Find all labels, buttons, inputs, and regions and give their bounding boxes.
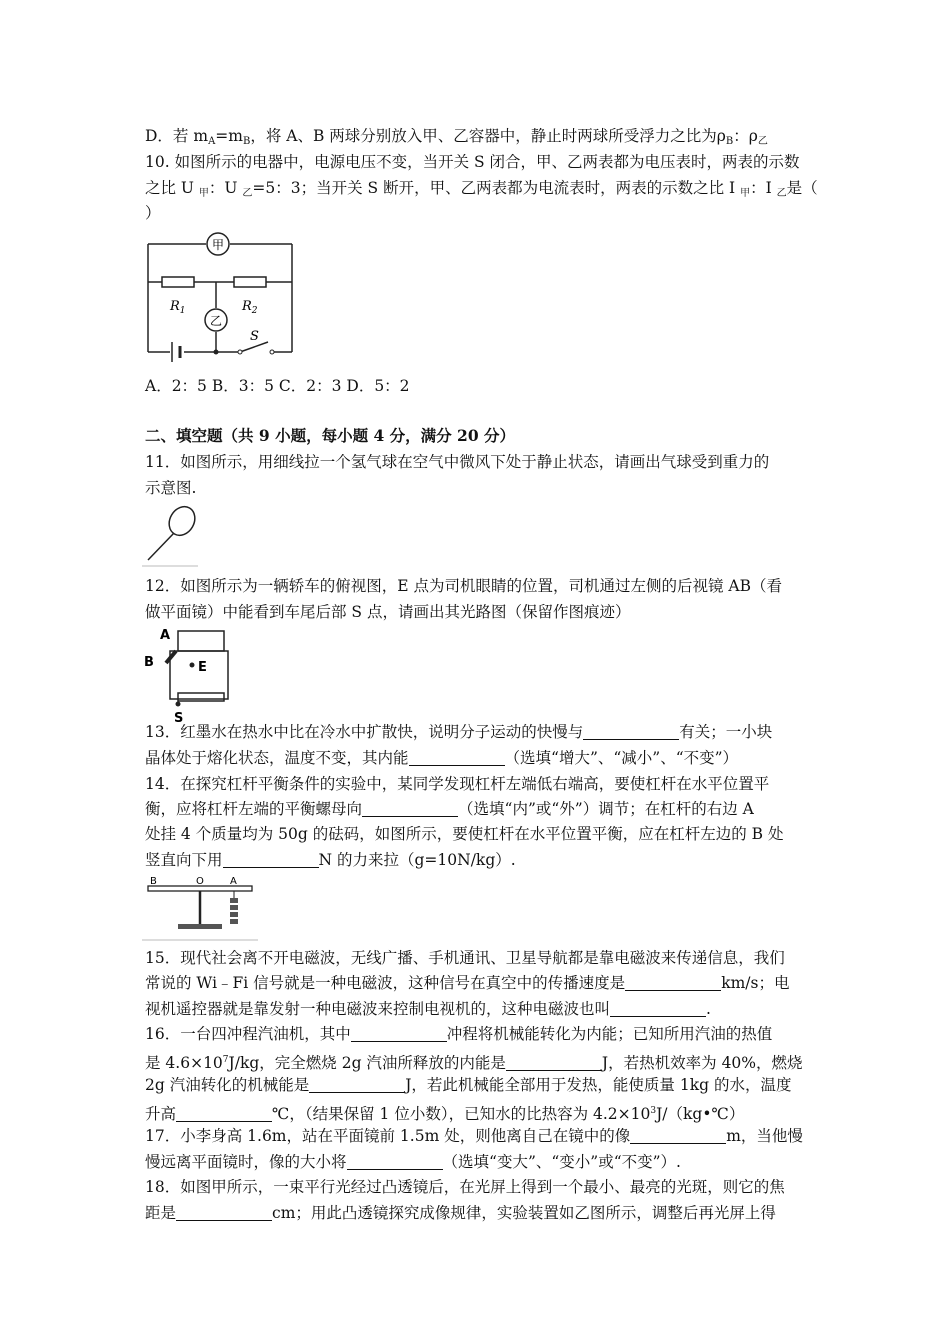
q14-lever-diagram (140, 874, 260, 942)
q11-balloon-diagram (140, 502, 200, 568)
answer-blank[interactable] (362, 800, 458, 817)
answer-blank[interactable] (610, 1000, 706, 1017)
weight-icon (230, 898, 238, 903)
lever-stand (178, 924, 222, 929)
answer-blank[interactable] (309, 1076, 405, 1093)
svg-text:B: B (144, 655, 154, 670)
weight-icon (230, 912, 238, 917)
answer-blank[interactable] (583, 723, 679, 740)
answer-blank[interactable] (351, 1025, 447, 1042)
q15-line2: 常说的 Wi﹣Fi 信号就是一种电磁波，这种信号在真空中的传播速度是 km/s；电 (145, 974, 790, 992)
balloon-icon (164, 502, 200, 540)
q18-line1: 18．如图甲所示，一束平行光经过凸透镜后，在光屏上得到一个最小、最亮的光斑，则它的焦 (145, 1178, 785, 1196)
svg-text:A: A (230, 876, 237, 887)
q12-line1: 12．如图所示为一辆轿车的俯视图，E 点为司机眼睛的位置，司机通过左侧的后视镜 AB（看 (145, 577, 782, 595)
meter-yi-label: 乙 (209, 314, 223, 328)
q14-line4: 竖直向下用 N 的力来拉（g=10N/kg）. (145, 851, 516, 869)
switch-label: S (250, 329, 259, 344)
q10-line1: 10. 如图所示的电器中，电源电压不变，当开关 S 闭合，甲、乙两表都为电压表时，两表的示数 (145, 153, 800, 171)
q16-line1: 16．一台四冲程汽油机，其中 冲程将机械能转化为内能；已知所用汽油的热值 (145, 1025, 773, 1043)
answer-blank[interactable] (176, 1105, 272, 1122)
q14-line2: 衡，应将杠杆左端的平衡螺母向 （选填“内”或“外”）调节；在杠杆的右边 A (145, 800, 754, 818)
q12-car-diagram (140, 625, 235, 725)
q11-line1: 11．如图所示，用细线拉一个氢气球在空气中微风下处于静止状态，请画出气球受到重力的 (145, 453, 770, 471)
q17-line2: 慢远离平面镜时，像的大小将 （选填“变大”、“变小”或“不变”）. (145, 1153, 681, 1171)
section-title: 二、填空题（共 9 小题，每小题 4 分，满分 20 分） (145, 426, 516, 445)
q12-line2: 做平面镜）中能看到车尾后部 S 点，请画出其光路图（保留作图痕迹） (145, 603, 631, 621)
answer-blank[interactable] (630, 1127, 726, 1144)
q11-line2: 示意图. (145, 479, 197, 497)
weight-icon (230, 905, 238, 910)
svg-text:A: A (160, 628, 171, 643)
svg-text:E: E (198, 660, 207, 675)
q10-options: A．2：5 B．3：5 C．2：3 D．5：2 (145, 377, 410, 395)
answer-blank[interactable] (625, 974, 721, 991)
answer-blank[interactable] (176, 1204, 272, 1221)
q14-line3: 处挂 4 个质量均为 50g 的砝码，如图所示，要使杠杆在水平位置平衡，应在杠杆左边的 B 处 (145, 825, 784, 843)
svg-text:B: B (150, 876, 157, 887)
mirror-ab-icon (166, 651, 176, 663)
q13-line1: 13．红墨水在热水中比在冷水中扩散快，说明分子运动的快慢与 有关；一小块 (145, 723, 773, 741)
q17-line1: 17．小李身高 1.6m，站在平面镜前 1.5m 处，则他离自己在镜中的像 m，当他慢 (145, 1127, 803, 1145)
q15-line1: 15．现代社会离不开电磁波，无线广播、手机通讯、卫星导航都是靠电磁波来传递信息，我们 (145, 949, 785, 967)
svg-text:S: S (174, 711, 184, 726)
q18-line2: 距是 cm；用此凸透镜探究成像规律，实验装置如乙图所示，调整后再光屏上得 (145, 1204, 776, 1222)
q9-option-d: D．若 $m_A=m_B$，将 A、B 两球分别放入甲、乙容器中，静止时两球所受浮力之比为$\rho_B$：$\rho_乙$ (145, 127, 768, 147)
meter-jia-label: 甲 (211, 238, 225, 252)
r2-label: $R_2$ (242, 299, 258, 316)
weight-icon (230, 919, 238, 924)
q10-circuit-diagram (140, 230, 300, 360)
car-body (170, 651, 228, 699)
q10-line3: ） (145, 204, 161, 222)
q13-line2: 晶体处于熔化状态，温度不变，其内能 （选填“增大”、“减小”、“不变”） (145, 749, 739, 767)
answer-blank[interactable] (347, 1153, 443, 1170)
car-front (178, 631, 224, 651)
answer-blank[interactable] (409, 749, 505, 766)
q15-line3: 视机遥控器就是靠发射一种电磁波来控制电视机的，这种电磁波也叫 . (145, 1000, 711, 1018)
q16-line3: 2g 汽油转化的机械能是 J，若此机械能全部用于发热，能使质量 1kg 的水，温度 (145, 1076, 792, 1094)
q16-line4: 升高 ℃，（结果保留 1 位小数），已知水的比热容为 $4.2\times 10^3J/(kg•℃)$ (145, 1105, 745, 1123)
q16-line2: 是 $4.6\times 10^7J/kg$，完全燃烧 2g 汽油所释放的内能是 J，若热机效率为 40%，燃烧 (145, 1054, 803, 1072)
q14-line1: 14．在探究杠杆平衡条件的实验中，某同学发现杠杆左端低右端高，要使杠杆在水平位置平 (145, 775, 770, 793)
r1-label: $R_1$ (170, 299, 186, 316)
answer-blank[interactable] (506, 1054, 602, 1071)
point-s (176, 702, 181, 707)
point-e (190, 663, 195, 668)
answer-blank[interactable] (223, 851, 319, 868)
string-line (148, 533, 174, 560)
svg-text:O: O (196, 876, 204, 887)
q10-line2: 之比 U $_甲$：U $_乙$=5：3；当开关 S 断开，甲、乙两表都为电流表时，两表的示数之比 I $_甲$：I $_乙$是（ (145, 179, 818, 199)
